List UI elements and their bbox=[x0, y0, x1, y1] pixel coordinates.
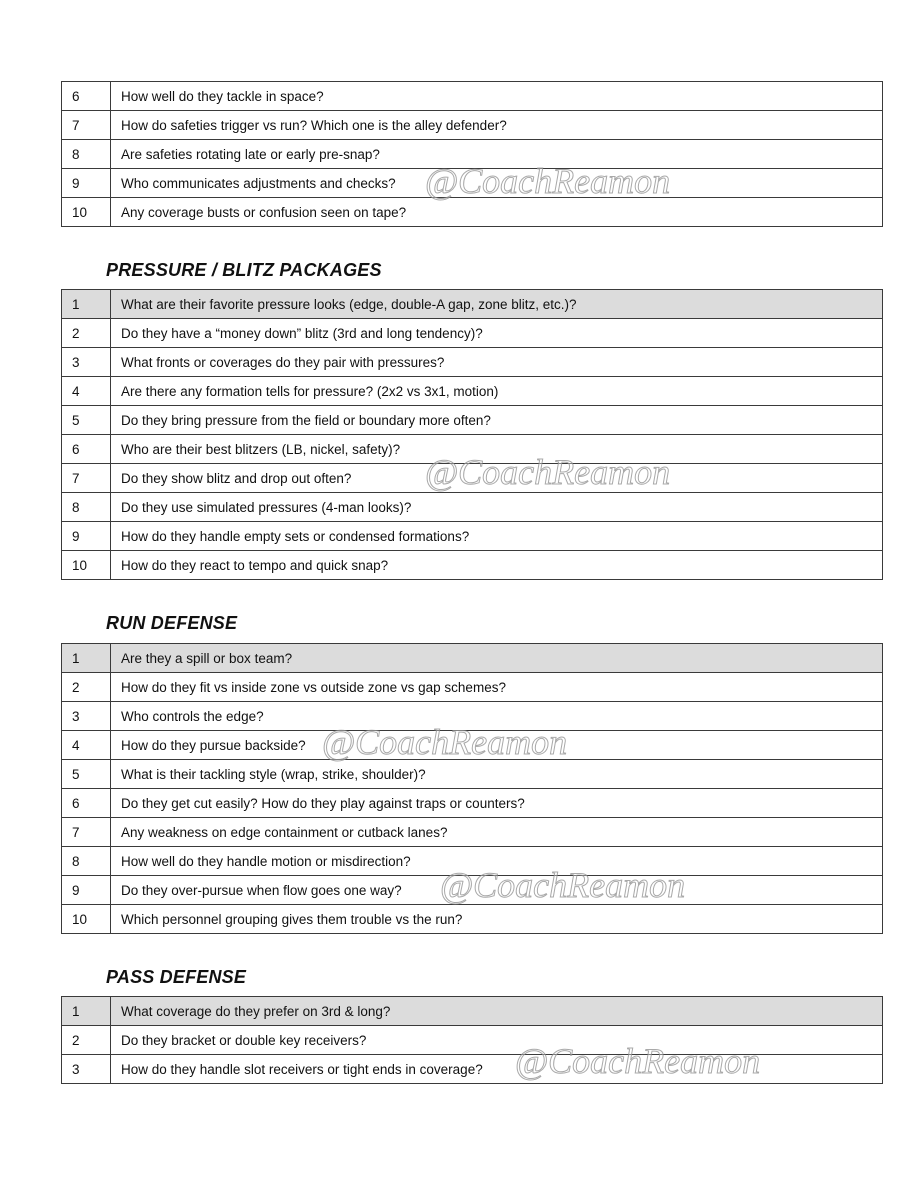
section-title-pressure-blitz: PRESSURE / BLITZ PACKAGES bbox=[106, 260, 382, 280]
table-row: 7 Any weakness on edge containment or cutback lanes? bbox=[62, 818, 883, 847]
table-row: 9 How do they handle empty sets or condensed formations? bbox=[62, 522, 883, 551]
table-row: 7 Do they show blitz and drop out often? bbox=[62, 464, 883, 493]
pass-defense-table bbox=[61, 996, 883, 1084]
watermark: @CoachReamon bbox=[425, 161, 671, 201]
table-row: 6 Who are their best blitzers (LB, nickel, safety)? bbox=[62, 435, 883, 464]
table-row: 3 Who controls the edge? bbox=[62, 702, 883, 731]
table-row: 7 How do safeties trigger vs run? Which one is the alley defender? bbox=[62, 111, 883, 140]
run-defense-table bbox=[61, 643, 883, 934]
table-row: 10 How do they react to tempo and quick snap? bbox=[62, 551, 883, 580]
table-row: 3 What fronts or coverages do they pair with pressures? bbox=[62, 348, 883, 377]
table-row: 5 Do they bring pressure from the field or boundary more often? bbox=[62, 406, 883, 435]
table-row: 6 Do they get cut easily? How do they play against traps or counters? bbox=[62, 789, 883, 818]
table-row: 9 Who communicates adjustments and checks? bbox=[62, 169, 883, 198]
table-row: 8 Do they use simulated pressures (4-man looks)? bbox=[62, 493, 883, 522]
table-row: 8 Are safeties rotating late or early pre-snap? bbox=[62, 140, 883, 169]
pressure-blitz-table bbox=[61, 289, 883, 580]
table-row: 9 Do they over-pursue when flow goes one way? bbox=[62, 876, 883, 905]
table-row: 10 Which personnel grouping gives them trouble vs the run? bbox=[62, 905, 883, 934]
table-row: 4 Are there any formation tells for pressure? (2x2 vs 3x1, motion) bbox=[62, 377, 883, 406]
watermark: @CoachReamon bbox=[515, 1041, 761, 1081]
table-row: 6 How well do they tackle in space? bbox=[62, 82, 883, 111]
table-row: 2 Do they bracket or double key receivers? bbox=[62, 1026, 883, 1055]
table-row: 2 How do they fit vs inside zone vs outside zone vs gap schemes? bbox=[62, 673, 883, 702]
section-title-run-defense: RUN DEFENSE bbox=[106, 613, 238, 633]
table-row: 8 How well do they handle motion or misdirection? bbox=[62, 847, 883, 876]
table-row: 1 What coverage do they prefer on 3rd & long? bbox=[62, 997, 883, 1026]
table-row: 1 Are they a spill or box team? bbox=[62, 644, 883, 673]
coverage-table-continued bbox=[61, 81, 883, 227]
table-row: 2 Do they have a “money down” blitz (3rd and long tendency)? bbox=[62, 319, 883, 348]
table-row: 1 What are their favorite pressure looks (edge, double-A gap, zone blitz, etc.)? bbox=[62, 290, 883, 319]
table-row: 4 How do they pursue backside? bbox=[62, 731, 883, 760]
table-row: 10 Any coverage busts or confusion seen on tape? bbox=[62, 198, 883, 227]
table-row: 3 How do they handle slot receivers or tight ends in coverage? bbox=[62, 1055, 883, 1084]
table-row: 5 What is their tackling style (wrap, strike, shoulder)? bbox=[62, 760, 883, 789]
watermark: @CoachReamon bbox=[322, 722, 568, 762]
section-title-pass-defense: PASS DEFENSE bbox=[106, 967, 247, 987]
watermark: @CoachReamon bbox=[440, 865, 686, 905]
watermark: @CoachReamon bbox=[425, 452, 671, 492]
